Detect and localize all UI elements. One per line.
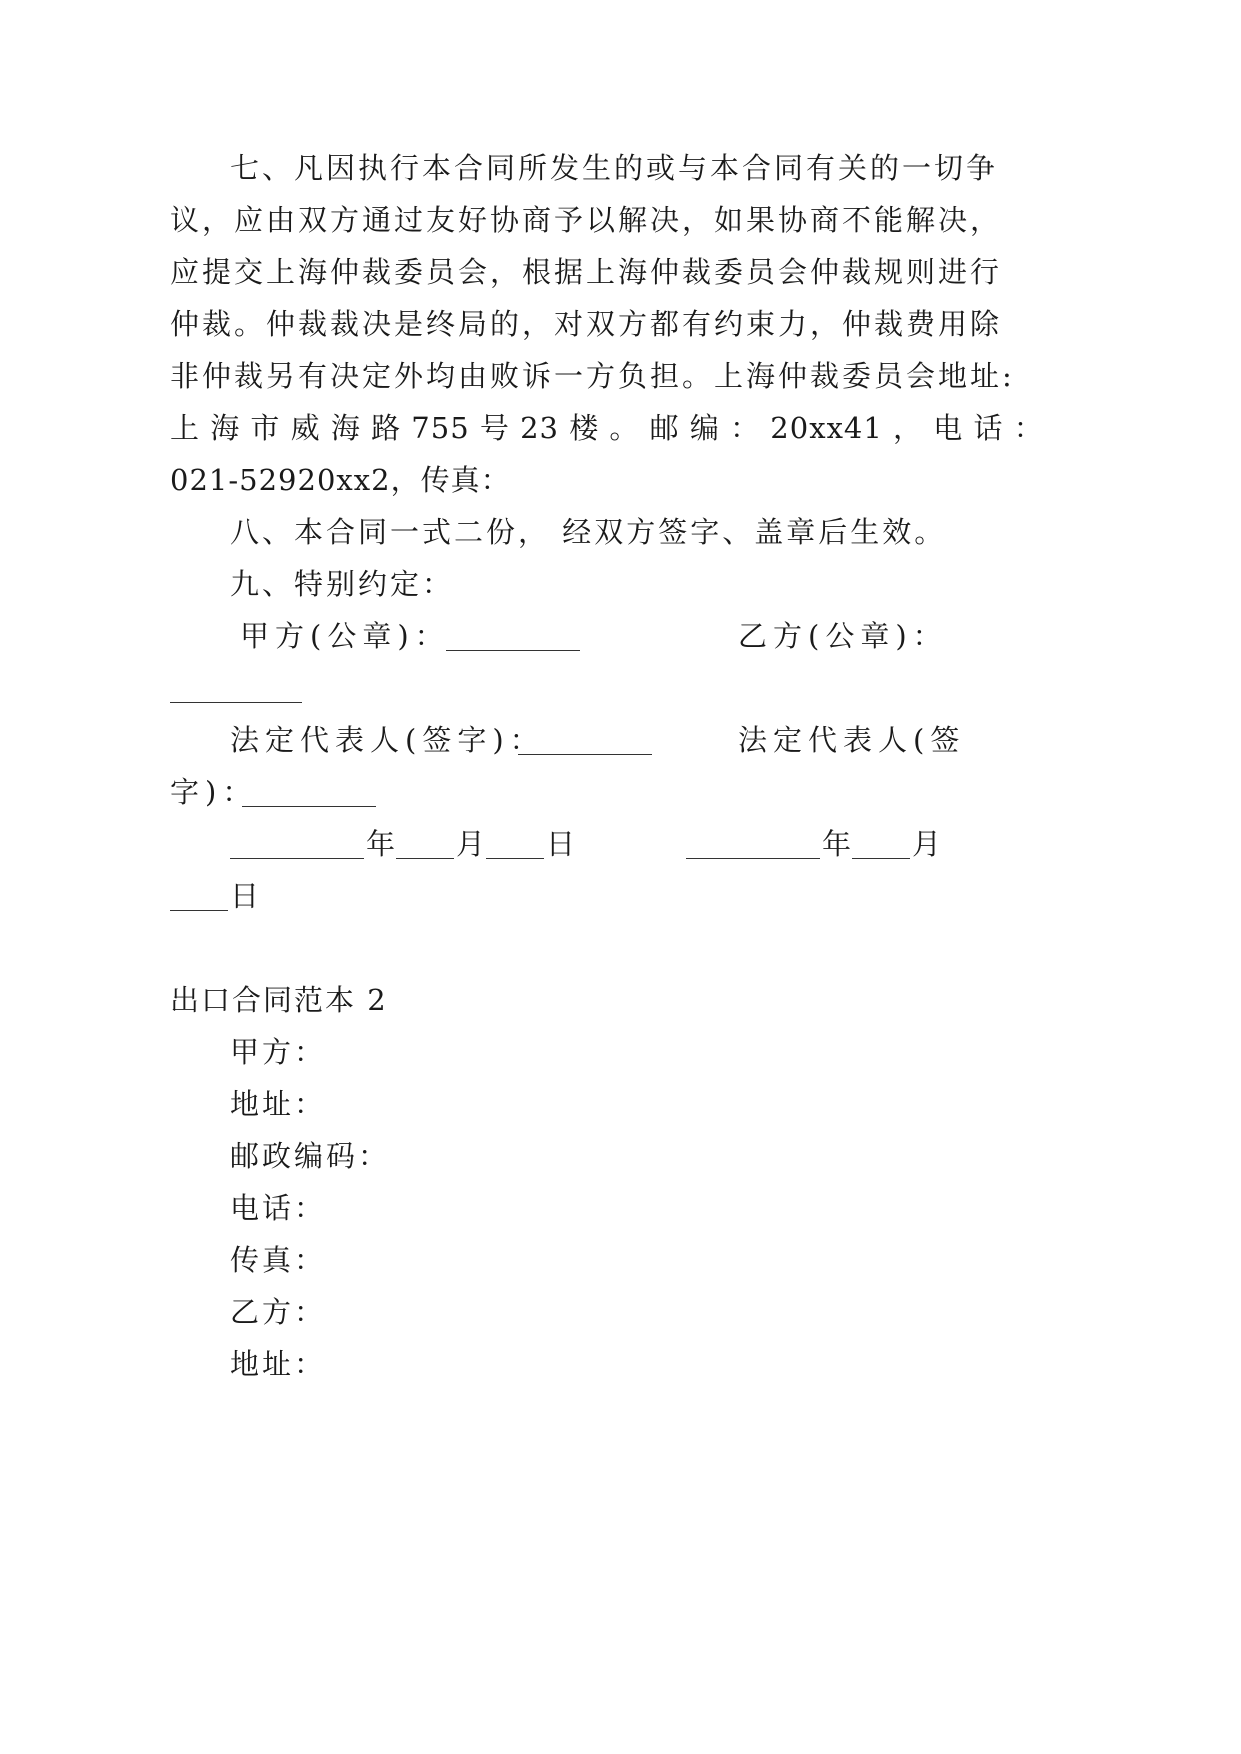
date-a-year-label: 年 — [366, 827, 397, 861]
legal-rep-b-label-cont: 字)： — [170, 775, 258, 809]
template-2-party-b: 乙方： — [230, 1295, 327, 1329]
date-b-day-label: 日 — [230, 879, 261, 913]
clause-7-line-5: 非仲裁另有决定外均由败诉一方负担。上海仲裁委员会地址: — [170, 359, 1015, 393]
clause-7-line-3: 应提交上海仲裁委员会，根据上海仲裁委员会仲裁规则进行 — [170, 255, 1003, 289]
date-b-month-label: 月 — [912, 827, 943, 861]
clause-7-line-6: 上 海 市 威 海 路 755 号 23 楼 。 邮 编 ： 20xx41 ， 电 话 ： — [170, 411, 1044, 445]
party-b-seal-blank — [170, 674, 302, 703]
party-a-seal-blank — [446, 622, 580, 651]
template-2-party-a: 甲方： — [230, 1035, 327, 1069]
clause-7-line-7: 021-52920xx2，传真： — [170, 463, 511, 497]
clause-7-line-1: 七、凡因执行本合同所发生的或与本合同有关的一切争 — [230, 151, 999, 185]
template-2-title: 出口合同范本 2 — [170, 983, 388, 1017]
legal-rep-b-blank — [242, 778, 376, 807]
party-b-seal-label: 乙方(公章)： — [738, 619, 948, 653]
date-b-year-label: 年 — [822, 827, 853, 861]
template-2-address-b: 地址： — [230, 1347, 327, 1381]
date-a-month-blank — [396, 830, 454, 859]
date-b-month-blank — [852, 830, 910, 859]
legal-rep-a-blank — [518, 726, 652, 755]
clause-8: 八、本合同一式二份， 经双方签字、盖章后生效。 — [230, 515, 947, 549]
template-2-address-a: 地址： — [230, 1087, 327, 1121]
template-2-phone: 电话： — [230, 1191, 327, 1225]
clause-7-line-4: 仲裁。仲裁裁决是终局的，对双方都有约束力，仲裁费用除 — [170, 307, 1003, 341]
date-a-year-blank — [230, 830, 364, 859]
party-a-seal-label: 甲方(公章)： — [240, 619, 450, 653]
clause-9: 九、特别约定： — [230, 567, 455, 601]
date-b-year-blank — [686, 830, 820, 859]
date-a-month-label: 月 — [456, 827, 487, 861]
legal-rep-b-label: 法定代表人(签 — [738, 723, 966, 757]
date-b-day-blank — [170, 882, 228, 911]
template-2-fax: 传真： — [230, 1243, 327, 1277]
template-2-postal-code: 邮政编码： — [230, 1139, 391, 1173]
legal-rep-a-label: 法定代表人(签字)： — [230, 723, 545, 757]
date-a-day-label: 日 — [546, 827, 577, 861]
date-a-day-blank — [486, 830, 544, 859]
clause-7-line-2: 议，应由双方通过友好协商予以解决，如果协商不能解决， — [170, 203, 1003, 237]
